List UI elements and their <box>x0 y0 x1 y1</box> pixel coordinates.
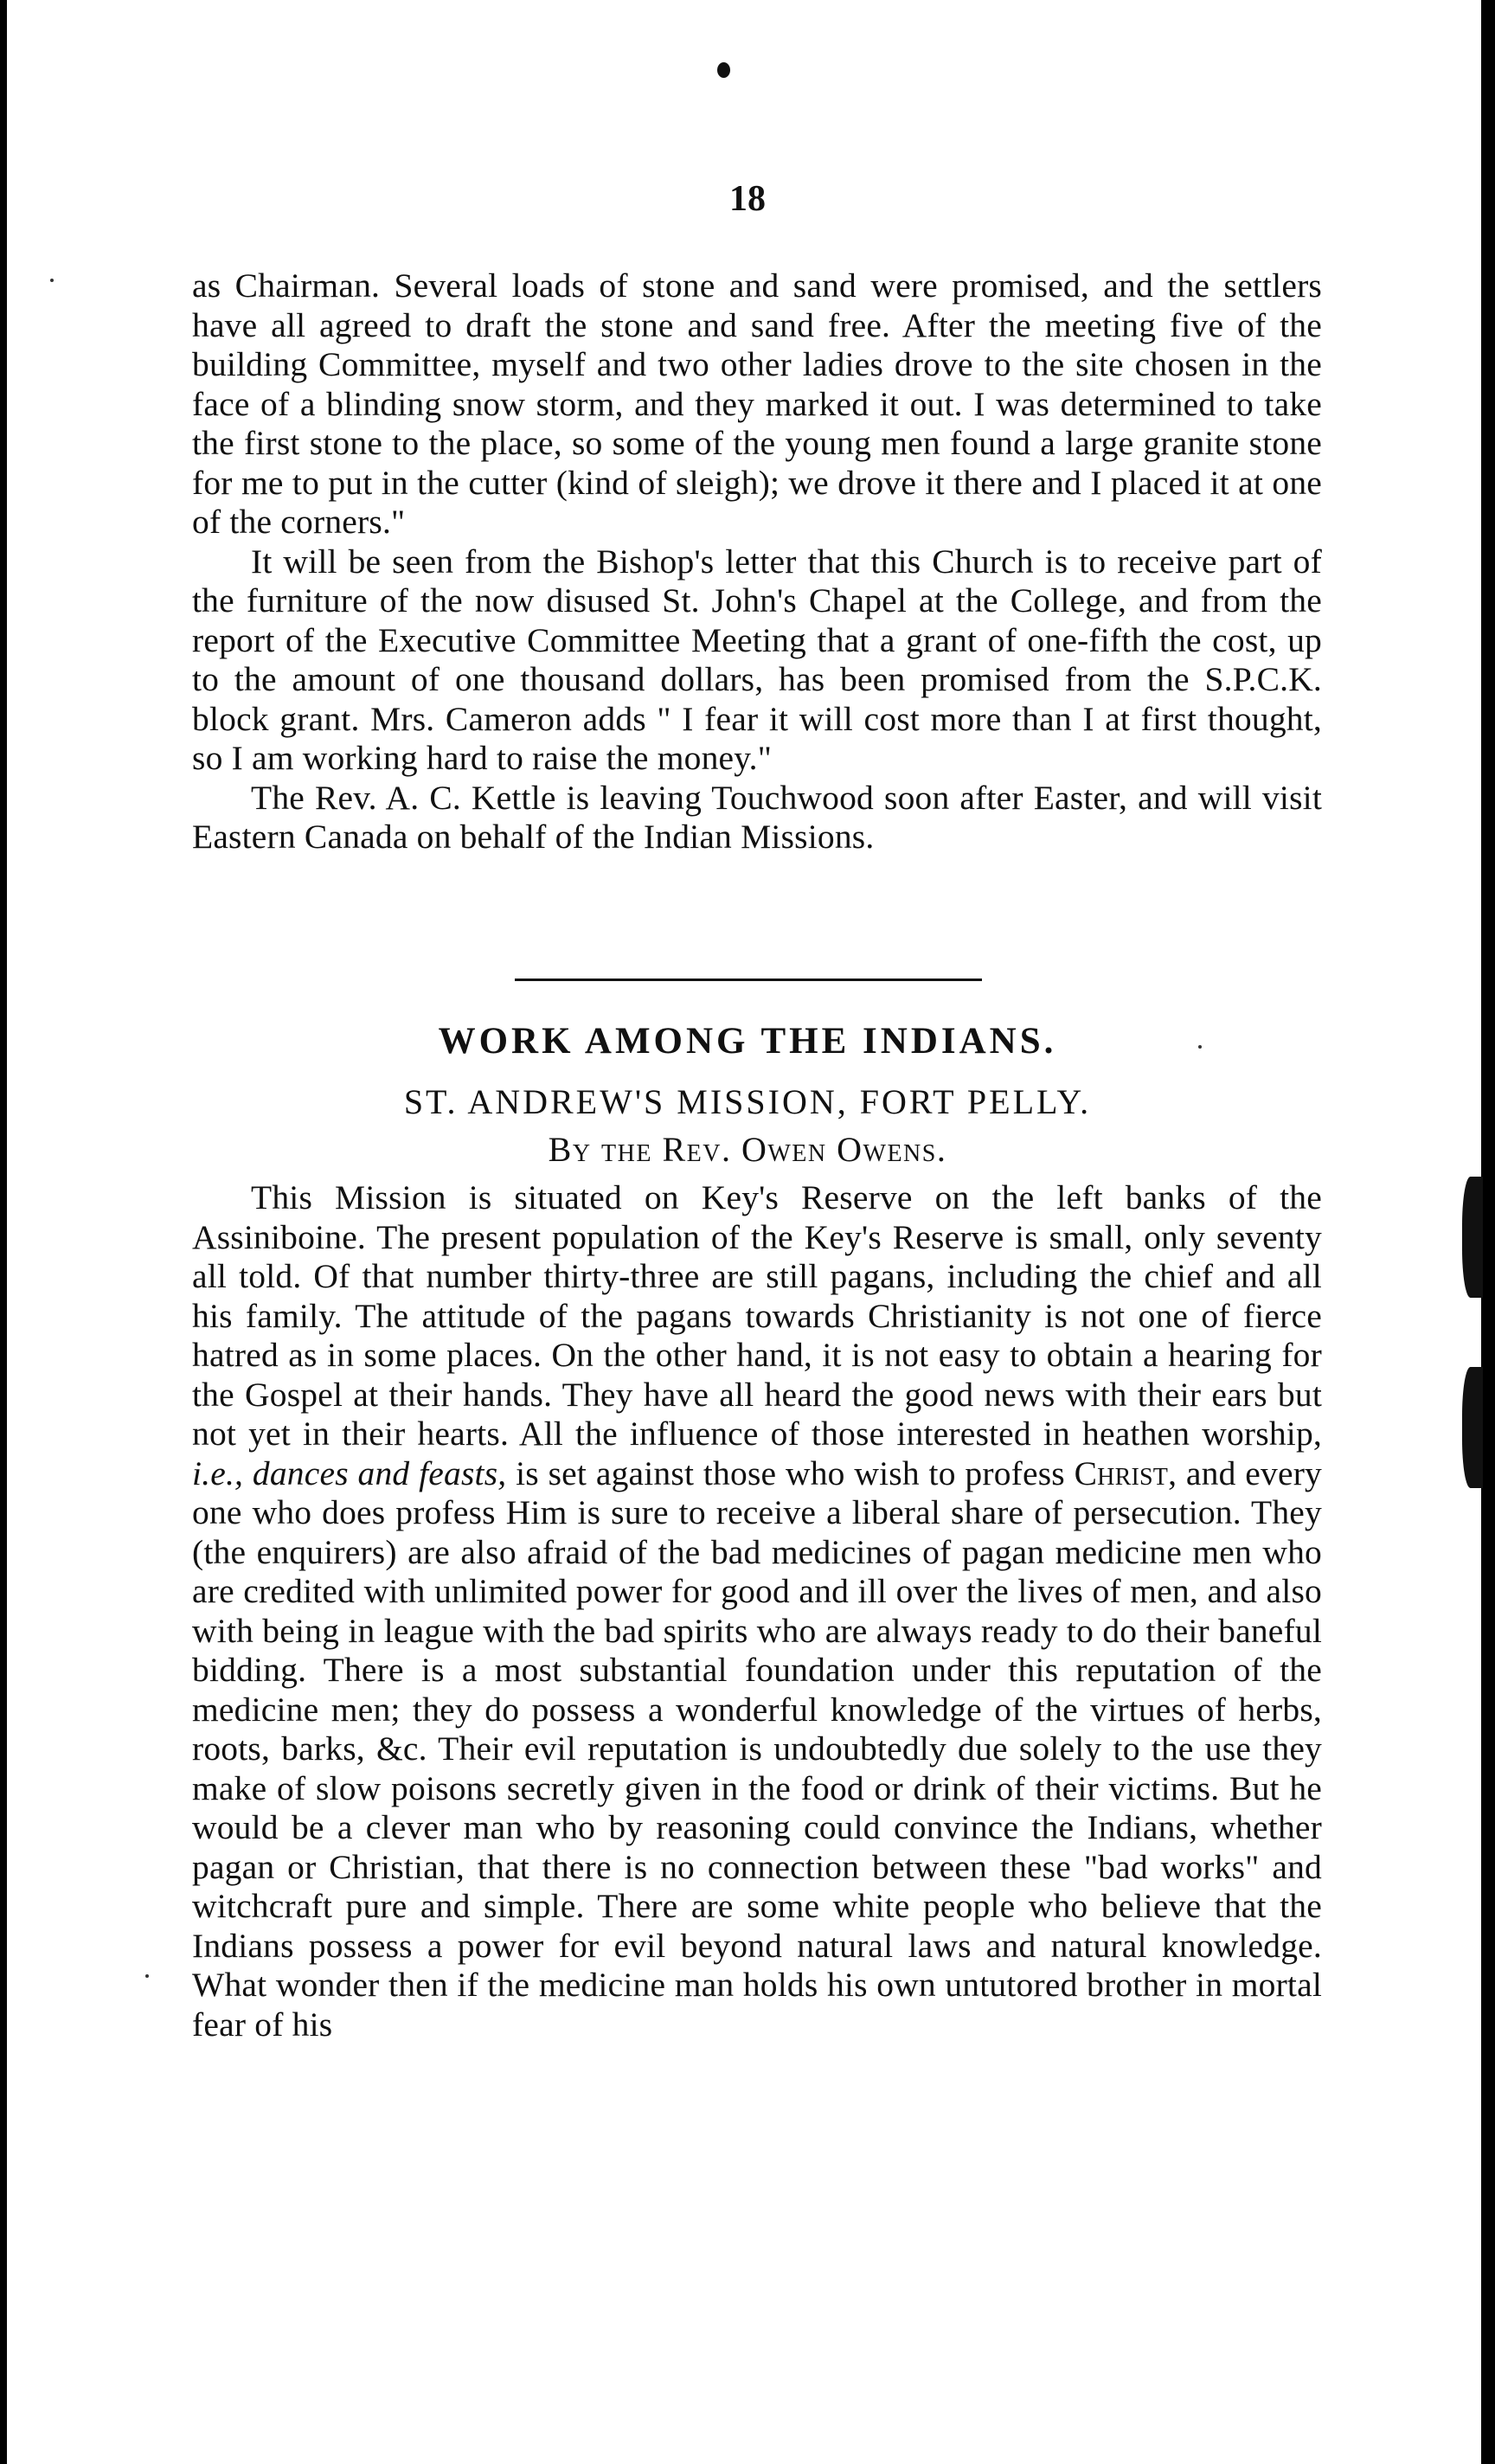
section-title: WORK AMONG THE INDIANS. <box>438 1021 1057 1062</box>
article-text <box>192 1178 1322 2044</box>
paragraph: It will be seen from the Bishop's letter that this Church is to receive part of the furniture of the now disused St. John's Chapel at the College, and from the report of the Executive Committee Meeting that a grant of one-fifth the cost, up to the amount of one thousand dollars, has been promised from the S.P.C.K. block grant. Mrs. Cameron adds " I fear it will cost more than I at first thought, so I am working hard to raise the money." <box>192 542 1322 777</box>
section-byline: By the Rev. Owen Owens. <box>548 1130 947 1169</box>
article-text-italic: i.e., <box>192 1453 244 1492</box>
page-edge-notch <box>1462 1367 1483 1488</box>
scan-speck <box>50 279 54 282</box>
scan-border-right <box>1481 0 1495 2464</box>
scan-speck <box>145 1974 149 1978</box>
paragraph: The Rev. A. C. Kettle is leaving Touchwood soon after Easter, and will visit Eastern Canada on behalf of the Indian Missions. <box>192 778 1322 856</box>
section-divider <box>515 979 982 981</box>
article-text-end: , and every one who does profess Him is sure to receive a liberal share of persecution. They (the enquirers) are also afraid of the bad medicines of pagan medicine men who are credited with unlimited power for good and ill over the lives of men, and also with being in league with the bad spirits who are always ready to do their baneful bidding. There is a most substantial foundation under this reputation of the medicine men; they do possess a wonderful knowledge of the virtues of herbs, roots, barks, &c. Their evil reputation is undoubtedly due solely to the use they make of slow poisons secretly given in the food or drink of their victims. But he would be a clever man who by reasoning could convince the Indians, whether pagan or Christian, that there is no connection between these "bad works" and witchcraft pure and simple. There are some white people who believe that the Indians possess a power for evil beyond natural laws and natural knowledge. What wonder then if the medicine man holds his own untutored brother in mortal fear of his <box>192 1453 1323 2044</box>
article-text-start: This Mission is situated on Key's Reserve on the left banks of the Assiniboine. The present population of the Key's Reserve is small, only seventy all told. Of that number thirty-three are still pagans, including the chief and all his family. The attitude of the pagans towards Christianity is not one of fierce hatred as in some places. On the other hand, it is not easy to obtain a hearing for the Gospel at their hands. They have all heard the good news with their ears but not yet in their hearts. All the influence of those interested in heathen worship, <box>192 1178 1322 1453</box>
page-edge-notch <box>1462 1177 1483 1298</box>
article-text-mid: is set against those who wish to profess <box>506 1453 1075 1492</box>
continuation-text <box>192 266 1322 857</box>
article-paragraph <box>192 1178 1322 2044</box>
paragraph: as Chairman. Several loads of stone and sand were promised, and the settlers have all agreed to draft the stone and sand free. After the meeting five of the building Committee, myself and two other ladies drove to the site chosen in the face of a blinding snow storm, and they marked it out. I was determined to take the first stone to the place, so some of the young men found a large granite stone for me to put in the cutter (kind of sleigh); we drove it there and I placed it at one of the corners." <box>192 266 1322 541</box>
scan-border-left <box>0 0 7 2464</box>
page-number: 18 <box>729 179 766 219</box>
binding-hole-mark <box>717 62 730 78</box>
article-text-italic: dances and feasts, <box>252 1453 507 1492</box>
section-subtitle: ST. ANDREW'S MISSION, FORT PELLY. <box>403 1082 1092 1121</box>
article-text-smallcaps: Christ <box>1074 1453 1169 1492</box>
